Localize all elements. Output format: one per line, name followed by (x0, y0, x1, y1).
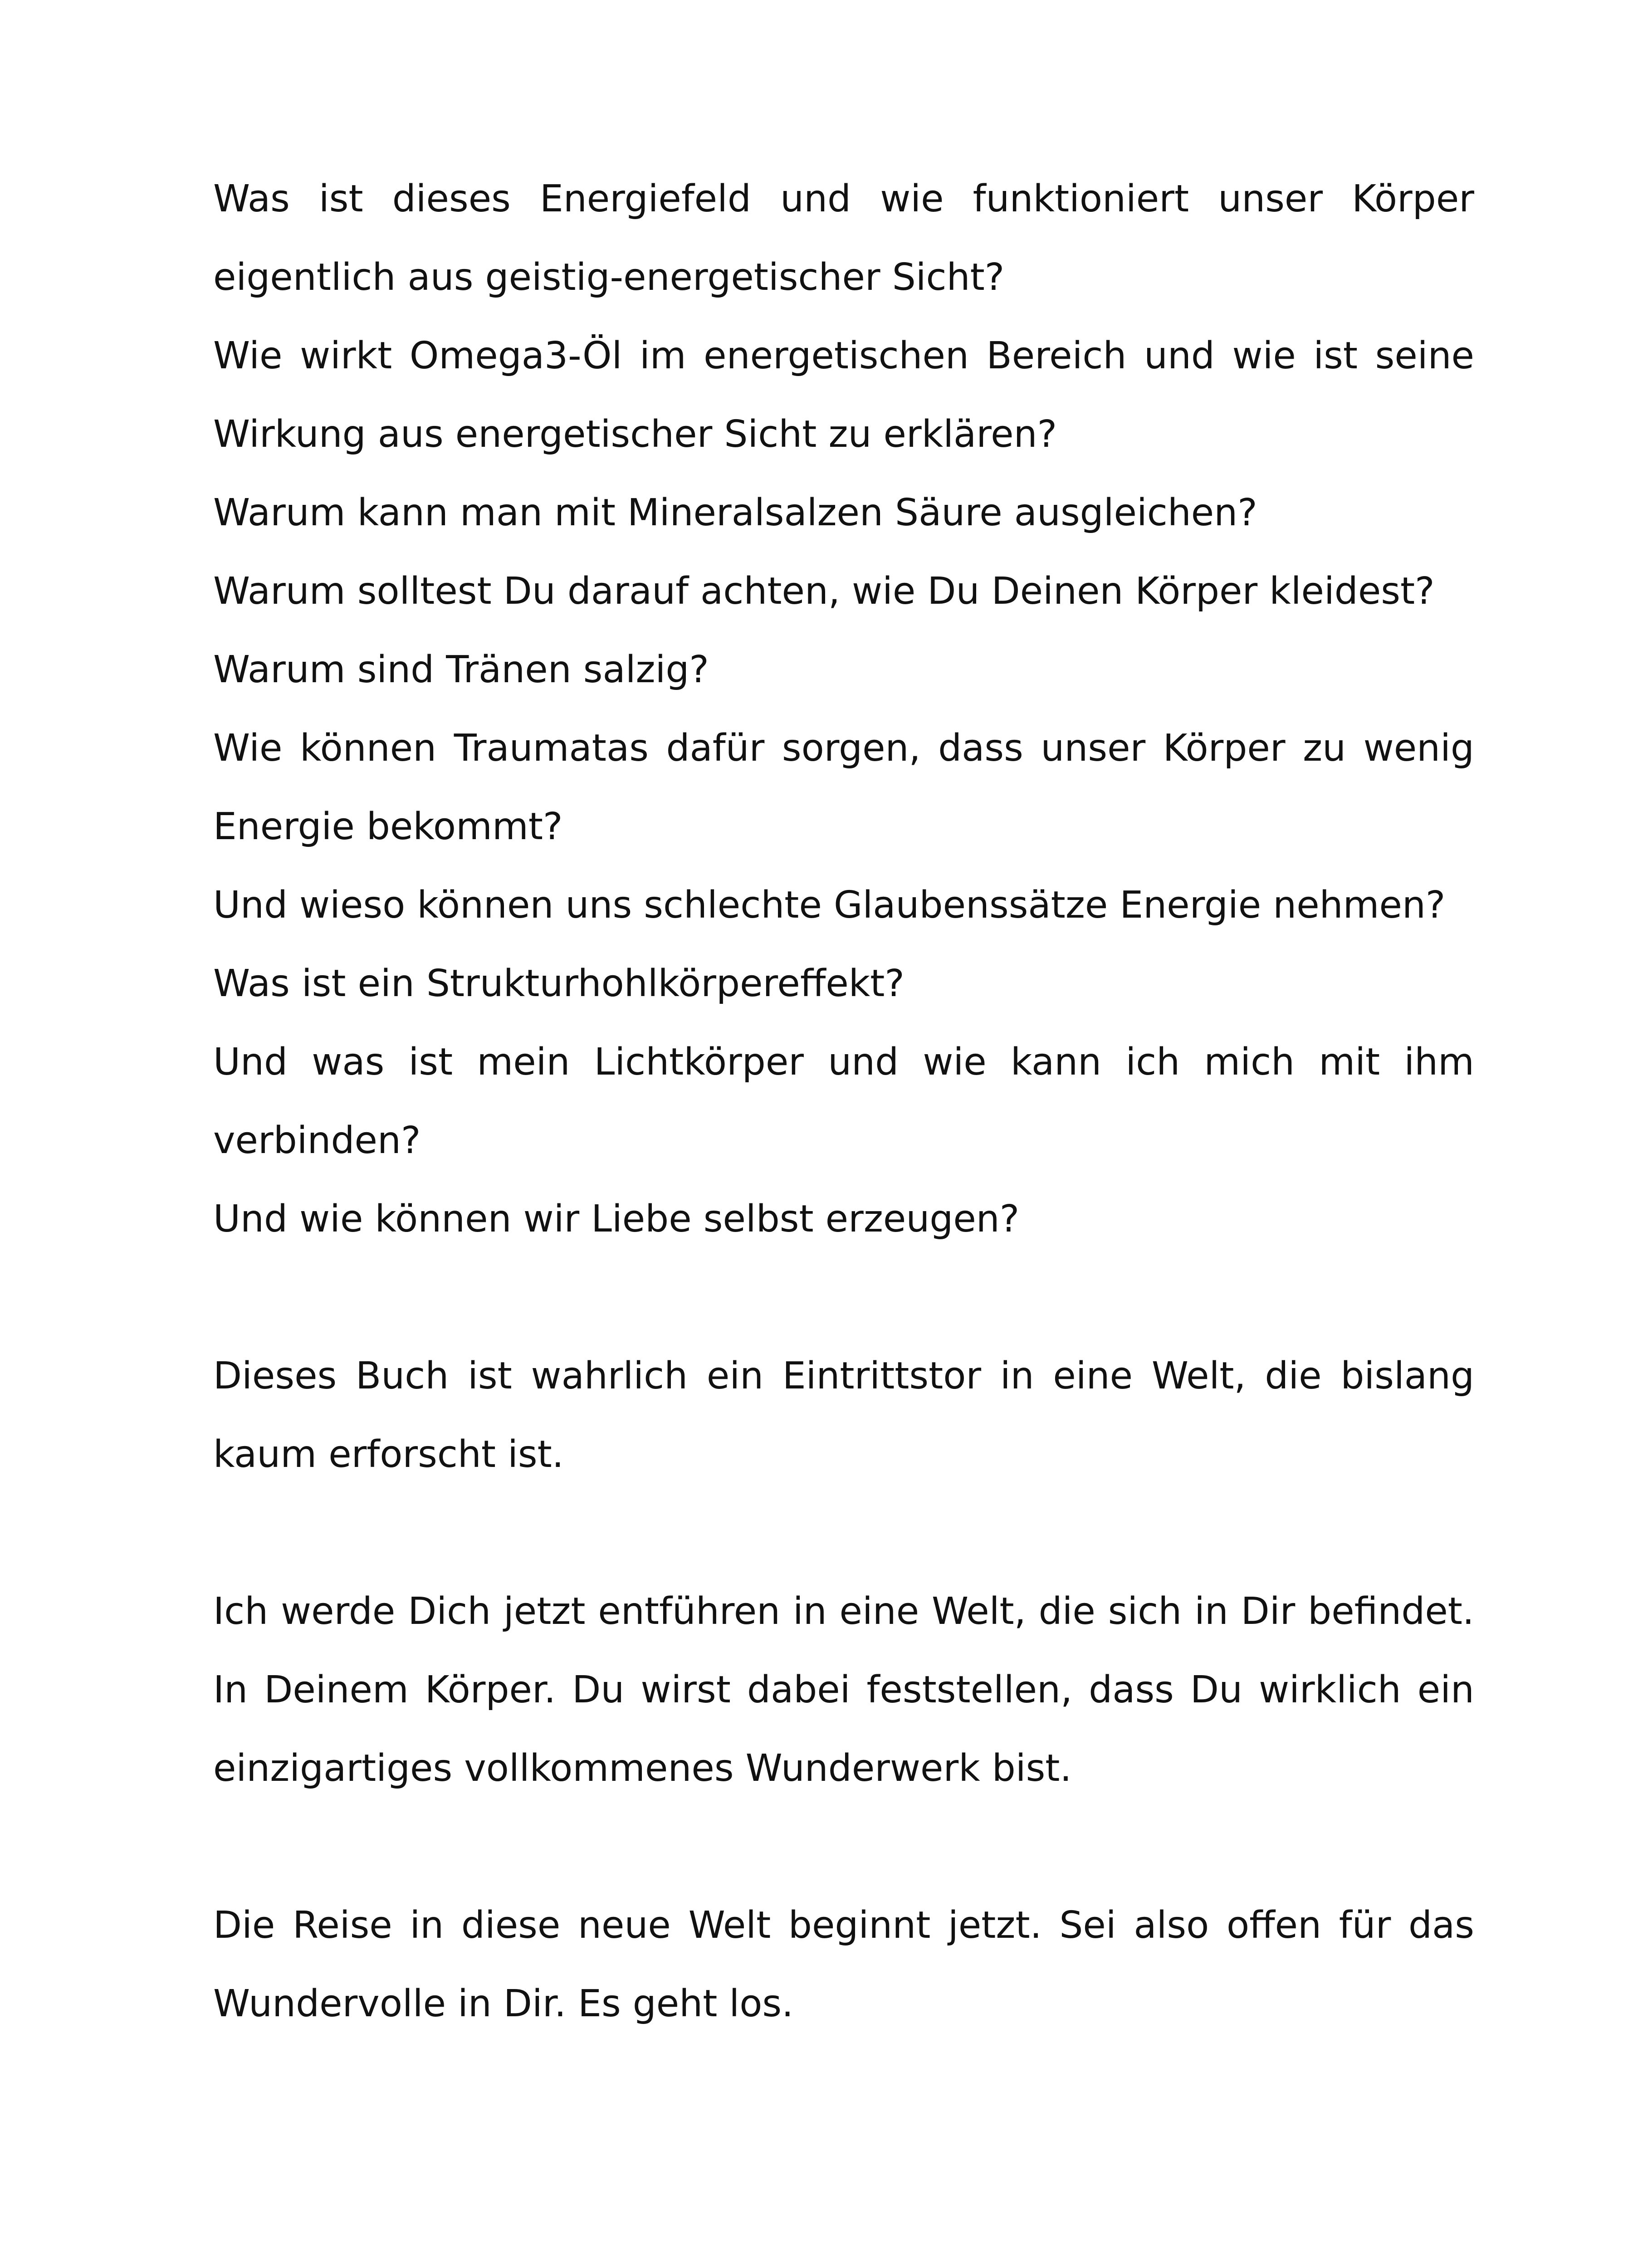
question-4: Warum solltest Du darauf achten, wie Du Deinen Körper kleidest? (213, 570, 1435, 613)
paragraph-spacer (213, 1258, 1474, 1337)
paragraph-2: Ich werde Dich jetzt entführen in eine Welt, die sich in Dir befindet. In Deinem Körper. Du wirst dabei feststellen, dass Du wirklich ein einzigartiges vollkommenes Wunderwerk bist. (213, 1590, 1474, 1790)
paragraph-3: Die Reise in diese neue Welt beginnt jetzt. Sei also offen für das Wundervolle in Dir. Es geht los. (213, 1904, 1474, 2025)
question-1: Was ist dieses Energiefeld und wie funktioniert unser Körper eigentlich aus geistig-energetischer Sicht? (213, 177, 1474, 299)
question-5: Warum sind Tränen salzig? (213, 648, 709, 691)
paragraph-spacer (213, 1808, 1474, 1886)
page-body (213, 160, 1474, 2043)
question-6: Wie können Traumatas dafür sorgen, dass unser Körper zu wenig Energie bekommt? (213, 727, 1474, 848)
question-3: Warum kann man mit Mineralsalzen Säure ausgleichen? (213, 491, 1257, 534)
question-10: Und wie können wir Liebe selbst erzeugen? (213, 1198, 1020, 1241)
question-9: Und was ist mein Lichtkörper und wie kann ich mich mit ihm verbinden? (213, 1041, 1474, 1162)
question-7: Und wieso können uns schlechte Glaubenssätze Energie nehmen? (213, 884, 1446, 927)
paragraph-spacer (213, 1494, 1474, 1572)
question-8: Was ist ein Strukturhohlkörpereffekt? (213, 962, 905, 1005)
paragraph-1: Dieses Buch ist wahrlich ein Eintrittstor in eine Welt, die bislang kaum erforscht ist. (213, 1354, 1474, 1476)
question-2: Wie wirkt Omega3-Öl im energetischen Bereich und wie ist seine Wirkung aus energetischer Sicht zu erklären? (213, 334, 1474, 456)
